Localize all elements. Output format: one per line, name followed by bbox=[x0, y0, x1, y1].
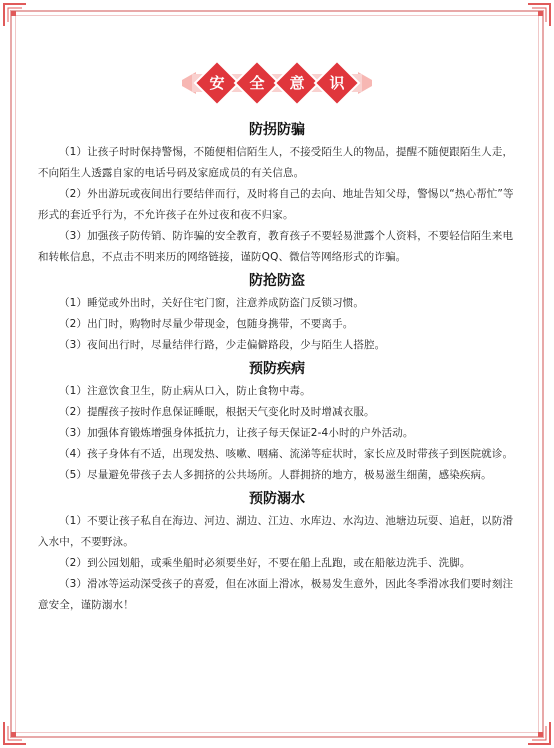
paragraph: （4）孩子身体有不适，出现发热、咳嗽、咽痛、流涕等症状时，家长应及时带孩子到医院就诊。 bbox=[59, 448, 514, 460]
paragraph: （1）注意饮食卫生，防止病从口入，防止食物中毒。 bbox=[59, 385, 311, 397]
section-anti-abduction bbox=[38, 118, 516, 268]
section-title: 预防疾病 bbox=[249, 361, 305, 377]
paragraph: （2）到公园划船，或乘坐船时必须要坐好，不要在船上乱跑，或在船舷边洗手、洗脚。 bbox=[59, 557, 471, 569]
section-title: 防抢防盗 bbox=[249, 273, 305, 289]
paragraph: （1）不要让孩子私自在海边、河边、湖边、江边、水库边、水沟边、池塘边玩耍、追赶，以防滑入水中，不要野泳。 bbox=[38, 515, 514, 548]
paragraph: （2）外出游玩或夜间出行要结伴而行，及时将自己的去向、地址告知父母，警惕以“热心帮忙”等形式的套近乎行为，不允许孩子在外过夜和夜不归家。 bbox=[38, 188, 514, 221]
section-title: 防拐防骗 bbox=[249, 122, 305, 138]
section-drowning-prevention bbox=[38, 487, 516, 616]
paragraph: （1）让孩子时时保持警惕，不随便相信陌生人，不接受陌生人的物品，提醒不随便跟陌生人走，不向陌生人透露自家的电话号码及家庭成员的有关信息。 bbox=[38, 146, 514, 179]
paragraph: （3）加强孩子防传销、防诈骗的安全教育，教育孩子不要轻易泄露个人资料，不要轻信陌生来电和转帐信息，不点击不明来历的网络链接，谨防QQ、微信等网络形式的诈骗。 bbox=[38, 230, 514, 263]
paragraph: （3）夜间出行时，尽量结伴行路，少走偏僻路段，少与陌生人搭腔。 bbox=[59, 339, 386, 351]
paragraph: （2）提醒孩子按时作息保证睡眠，根据天气变化时及时增减衣服。 bbox=[59, 406, 375, 418]
banner-char: 安 bbox=[209, 74, 225, 92]
paragraph: （3）滑冰等运动深受孩子的喜爱，但在冰面上滑冰，极易发生意外，因此冬季滑冰我们要时刻注意安全，谨防溺水！ bbox=[38, 578, 514, 611]
banner-char: 识 bbox=[329, 74, 345, 92]
paragraph: （1）睡觉或外出时，关好住宅门窗，注意养成防盗门反锁习惯。 bbox=[59, 297, 365, 309]
paragraph: （5）尽量避免带孩子去人多拥挤的公共场所。人群拥挤的地方，极易滋生细菌，感染疾病。 bbox=[59, 469, 492, 481]
section-anti-theft bbox=[38, 269, 516, 356]
section-disease-prevention bbox=[38, 357, 516, 486]
corner-ornament bbox=[2, 720, 28, 746]
corner-ornament bbox=[2, 2, 28, 28]
section-title: 预防溺水 bbox=[249, 491, 305, 507]
corner-ornament bbox=[526, 2, 552, 28]
title-banner bbox=[182, 58, 372, 108]
banner-char: 意 bbox=[289, 74, 305, 92]
paragraph: （3）加强体育锻炼增强身体抵抗力，让孩子每天保证2-4小时的户外活动。 bbox=[59, 427, 414, 439]
paragraph: （2）出门时，购物时尽量少带现金，包随身携带，不要离手。 bbox=[59, 318, 354, 330]
banner-char: 全 bbox=[249, 74, 265, 92]
article-body bbox=[38, 118, 516, 617]
corner-ornament bbox=[526, 720, 552, 746]
